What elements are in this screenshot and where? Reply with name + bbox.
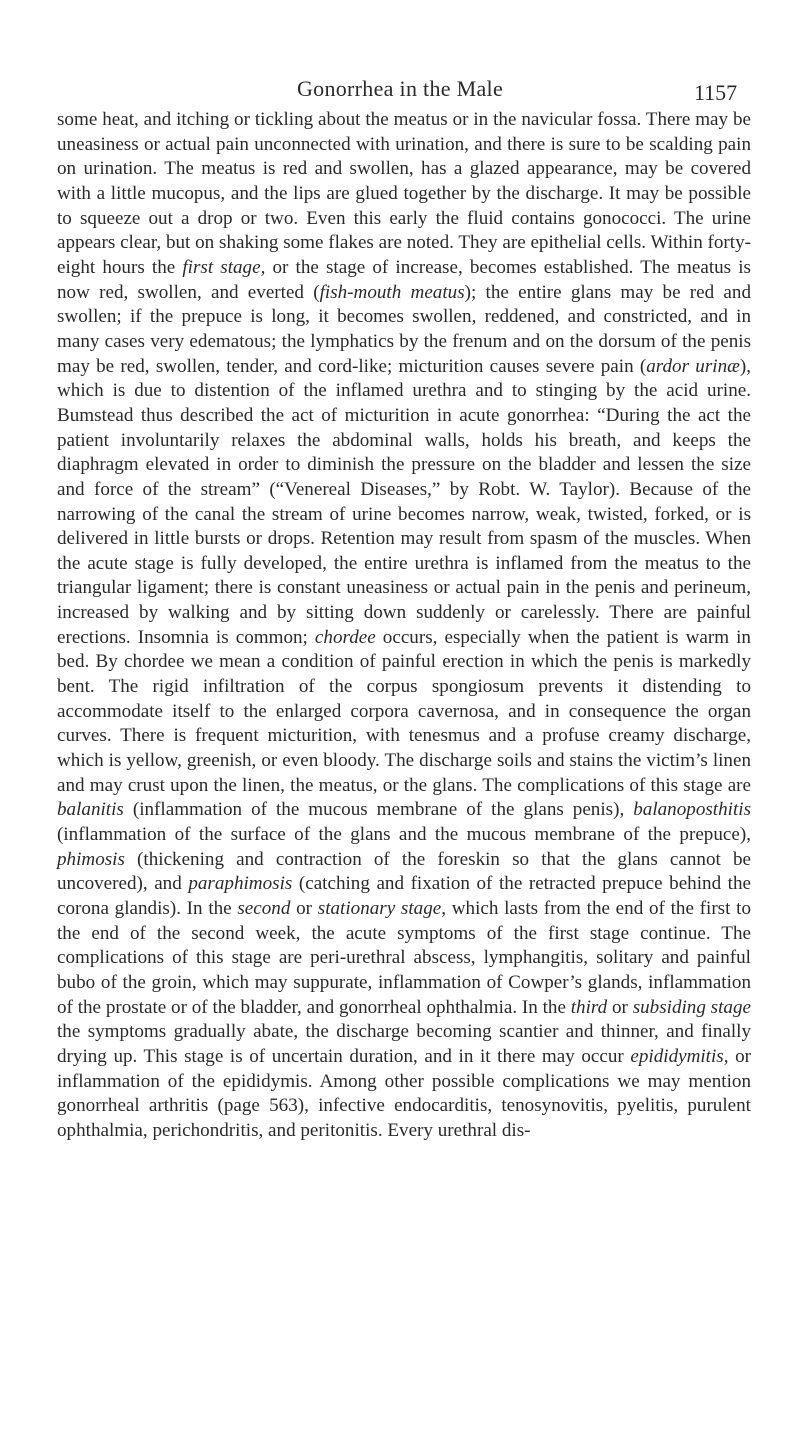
body-text xyxy=(57,108,751,1144)
italic-term: subsiding stage xyxy=(632,996,751,1018)
italic-term: paraphimosis xyxy=(188,873,293,895)
italic-term: second xyxy=(237,898,291,919)
italic-term: fish-mouth meatus xyxy=(319,281,465,303)
italic-term: chordee xyxy=(314,626,376,648)
text-segment: , which lasts from the end of the first to the end of the second week, the acute symptoms of the first stage continue. The complications of this stage are peri-urethral abscess, lymphangitis, solitary and painful bubo of the groin, which may suppurate, inflammation of Cowper’s glands, inflammation of the prostate or of the bladder, and gonorrheal ophthalmia. In the xyxy=(57,898,751,1018)
text-segment: , or the stage of increase, becomes established. The meatus is now red, swollen, and everted ( xyxy=(57,256,751,303)
italic-term: third xyxy=(570,996,608,1018)
italic-term: balanitis xyxy=(57,799,124,821)
text-segment: ); the entire glans may be red and swollen; if the prepuce is long, it becomes swollen, reddened, and constricted, and in many cases very edematous; the lymphatics by the frenum and on the dorsum of the penis may be red, swollen, tender, and cord-like; micturition causes severe pain ( xyxy=(57,281,752,377)
italic-term: ardor urinæ xyxy=(646,355,740,377)
text-segment: (inflammation of the surface of the glans and the mucous membrane of the prepuce), xyxy=(57,824,751,846)
paragraph xyxy=(57,108,751,1144)
italic-term: epididymitis xyxy=(630,1045,724,1067)
text-segment: some heat, and itching or tickling about the meatus or in the navicular fossa. There may be uneasiness or actual pain unconnected with urination, and there is sure to be scalding pain on urination. The meatus is red and swollen, has a glazed appearance, may be covered with a little mucopus, and the lips are glued together by the discharge. It may be possible to squeeze out a drop or two. Even this early the fluid contains gonococci. The urine appears clear, but on shaking some flakes are noted. They are epithelial cells. Within forty-eight hours the xyxy=(57,109,751,278)
text-segment: or xyxy=(607,996,633,1018)
page-number: 1157 xyxy=(694,80,738,105)
italic-term: first stage xyxy=(182,256,261,278)
text-segment: (inflammation of the mucous membrane of the glans penis), xyxy=(123,799,634,821)
text-segment: or xyxy=(290,898,318,919)
italic-term: phimosis xyxy=(57,848,125,870)
italic-term: balanoposthitis xyxy=(633,799,751,821)
text-segment: (catching and fixation of the retracted prepuce behind the corona glandis). In the xyxy=(57,873,752,919)
text-segment: , or inflammation of the epididymis. Among other possible complications we may mention gonorrheal arthritis (page 563), infective endocarditis, tenosynovitis, pyelitis, purulent ophthalmia, perichondritis, and peritonitis. Every urethral dis- xyxy=(57,1045,752,1141)
running-header: Gonorrhea in the Male xyxy=(296,76,504,101)
text-segment: the symptoms gradually abate, the discharge becoming scantier and thinner, and finally drying up. This stage is of uncertain duration, and in it there may occur xyxy=(57,1021,751,1067)
text-segment: ), which is due to distention of the inflamed urethra and to stinging by the acid urine. Bumstead thus described the act of micturition in acute gonorrhea: “During the act the patient involuntarily relaxes the abdominal walls, holds his breath, and keeps the diaphragm elevated in order to diminish the pressure on the bladder and lessen the size and force of the stream” (“Venereal Diseases,” by Robt. W. Taylor). Because of the narrowing of the canal the stream of urine becomes narrow, weak, twisted, forked, or is delivered in little bursts or drops. Retention may result from spasm of the muscles. When the acute stage is fully developed, the entire urethra is inflamed from the meatus to the triangular ligament; there is constant uneasiness or actual pain in the penis and perineum, increased by walking and by sitting down suddenly or carelessly. There are painful erections. Insomnia is common; xyxy=(57,355,751,648)
text-segment: occurs, especially when the patient is warm in bed. By chordee we mean a condition of painful erection in which the penis is markedly bent. The rigid infiltration of the corpus spongiosum prevents it distending to accommodate itself to the enlarged corpora cavernosa, and in consequence the organ curves. There is frequent micturition, with tenesmus and a profuse creamy discharge, which is yellow, greenish, or even bloody. The discharge soils and stains the victim’s linen and may crust upon the linen, the meatus, or the glans. The complications of this stage are xyxy=(57,626,751,796)
text-segment: (thickening and contraction of the foreskin so that the glans cannot be uncovered), and xyxy=(57,848,751,895)
italic-term: stationary stage xyxy=(317,898,442,919)
